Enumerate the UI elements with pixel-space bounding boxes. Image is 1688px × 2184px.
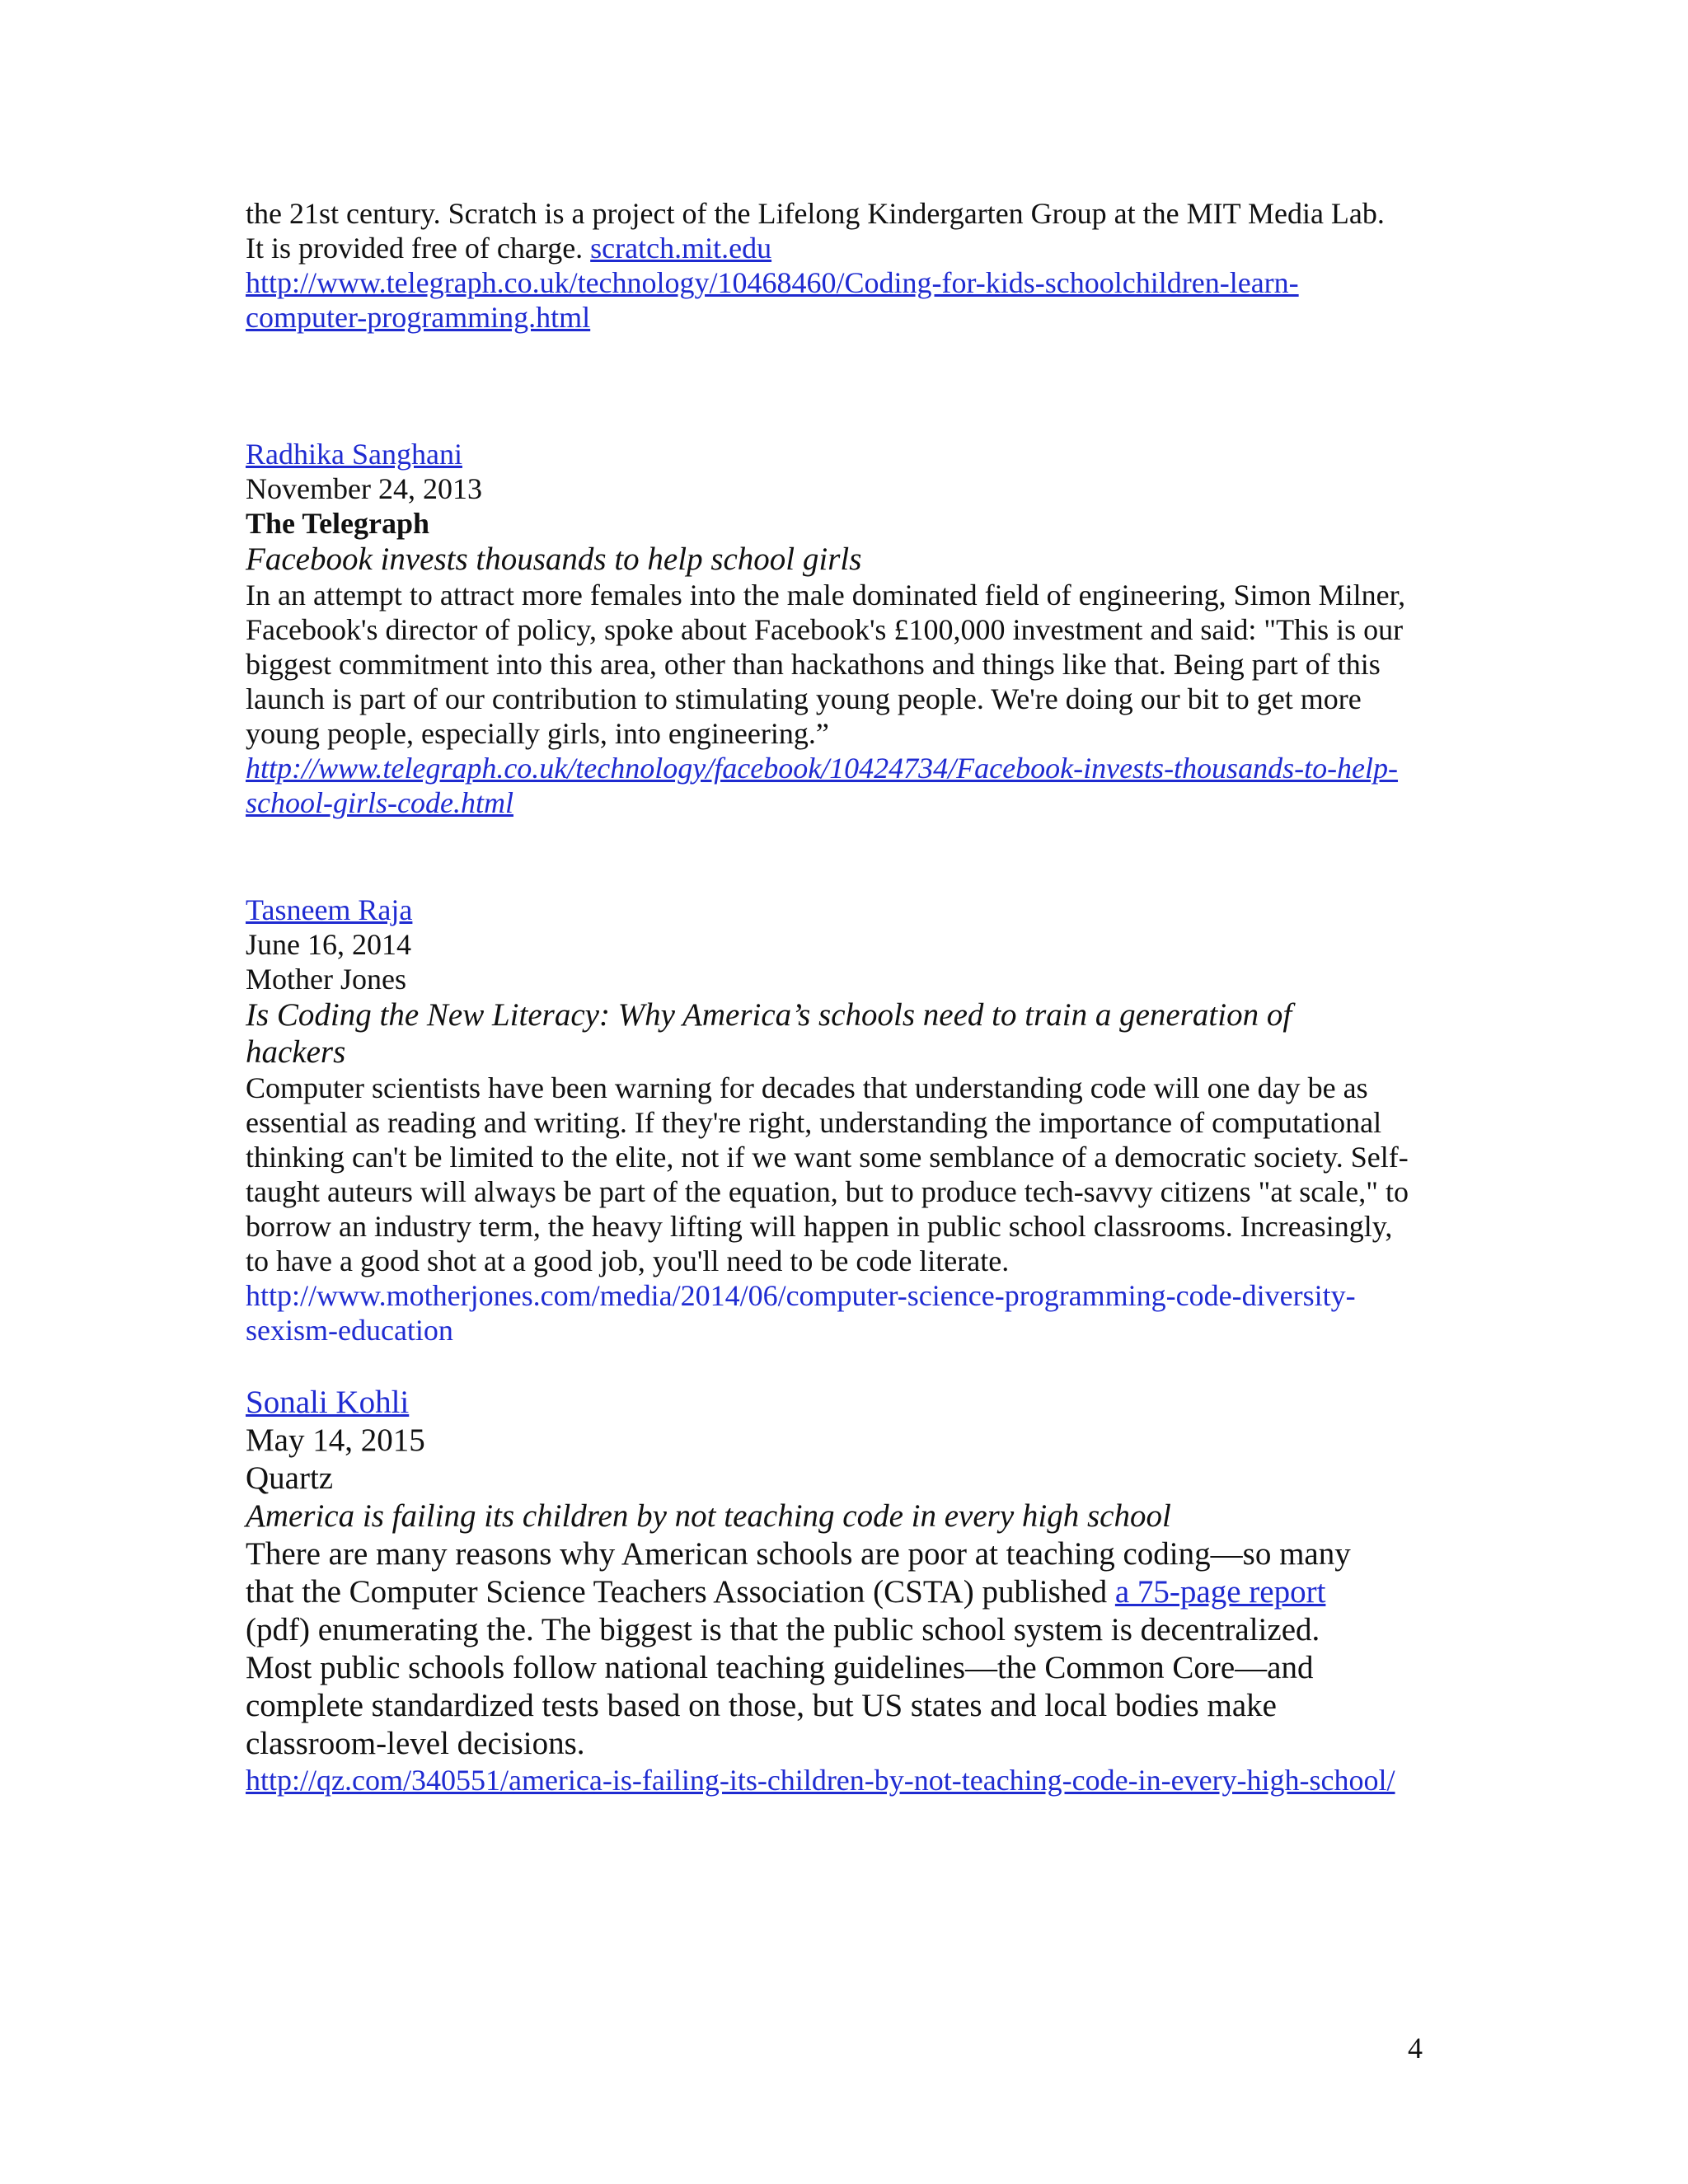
- entry-body-line: to have a good shot at a good job, you'll need to be code literate.: [246, 1244, 1010, 1277]
- entry-body-line: classroom-level decisions.: [246, 1726, 585, 1761]
- entry-source: Mother Jones: [246, 963, 406, 996]
- entry-body-line: essential as reading and writing. If they're right, understanding the importance of computational: [246, 1106, 1382, 1139]
- entry-source: The Telegraph: [246, 507, 430, 540]
- entry-body-line: (pdf) enumerating the. The biggest is that the public school system is decentralized.: [246, 1612, 1320, 1647]
- scratch-link[interactable]: scratch.mit.edu: [590, 232, 772, 265]
- entry-body-line: complete standardized tests based on those, but US states and local bodies make: [246, 1688, 1277, 1723]
- entry-body-line: biggest commitment into this area, other than hackathons and things like that. Being part of this: [246, 648, 1381, 681]
- entry-body-line: borrow an industry term, the heavy lifting will happen in public school classrooms. Increasingly,: [246, 1210, 1393, 1243]
- entry-url-line-1[interactable]: http://www.telegraph.co.uk/technology/facebook/10424734/Facebook-invests-thousands-to-help-: [246, 752, 1399, 785]
- telegraph-coding-url-line-1[interactable]: http://www.telegraph.co.uk/technology/10468460/Coding-for-kids-schoolchildren-learn-: [246, 266, 1299, 299]
- entry-title-line-1: Is Coding the New Literacy: Why America’s schools need to train a generation of: [246, 997, 1292, 1033]
- entry-url-line-1[interactable]: http://www.motherjones.com/media/2014/06/computer-science-programming-code-diversity-: [246, 1279, 1356, 1312]
- entry-body-line: There are many reasons why American schools are poor at teaching coding—so many: [246, 1536, 1351, 1572]
- entry-date: June 16, 2014: [246, 928, 411, 961]
- entry-source: Quartz: [246, 1460, 334, 1496]
- entry-body-line: In an attempt to attract more females into the male dominated field of engineering, Simon Milner,: [246, 579, 1406, 612]
- author-link[interactable]: Radhika Sanghani: [246, 438, 462, 471]
- entry-kohli: [246, 1384, 1449, 1797]
- author-link[interactable]: Sonali Kohli: [246, 1385, 410, 1420]
- page-number: 4: [1408, 2032, 1423, 2064]
- entry-title: America is failing its children by not teaching code in every high school: [246, 1498, 1171, 1534]
- entry-url-line-1[interactable]: http://qz.com/340551/america-is-failing-its-children-by-not-teaching-code-in-every-high-school/: [246, 1764, 1395, 1797]
- entry-body-line: launch is part of our contribution to stimulating young people. We're doing our bit to get more: [246, 682, 1362, 715]
- intro-line-2: [246, 231, 1449, 265]
- entry-title-line-2: hackers: [246, 1034, 346, 1070]
- entry-date: November 24, 2013: [246, 472, 482, 505]
- entry-body-line: taught auteurs will always be part of the equation, but to produce tech-savvy citizens "at scale," to: [246, 1175, 1409, 1208]
- entry-title: Facebook invests thousands to help school girls: [246, 541, 862, 577]
- entry-sanghani: [246, 437, 1449, 820]
- intro-line-2-text: It is provided free of charge.: [246, 232, 591, 265]
- entry-url-line-2[interactable]: sexism-education: [246, 1314, 453, 1347]
- entry-body-line: thinking can't be limited to the elite, not if we want some semblance of a democratic society. Self-: [246, 1141, 1409, 1174]
- entry-url-line-2[interactable]: school-girls-code.html: [246, 786, 513, 819]
- telegraph-coding-url-line-2[interactable]: computer-programming.html: [246, 301, 591, 334]
- intro-section: [246, 196, 1449, 335]
- entry-raja: [246, 893, 1449, 1347]
- entry-body-line: young people, especially girls, into engineering.”: [246, 717, 829, 750]
- entry-body-line: Facebook's director of policy, spoke about Facebook's £100,000 investment and said: "This is our: [246, 613, 1404, 646]
- entry-body-line: Computer scientists have been warning for decades that understanding code will one day be as: [246, 1071, 1368, 1104]
- intro-line-1: the 21st century. Scratch is a project of the Lifelong Kindergarten Group at the MIT Media Lab.: [246, 197, 1385, 230]
- author-link[interactable]: Tasneem Raja: [246, 893, 413, 926]
- csta-report-link[interactable]: a 75-page report: [1114, 1574, 1326, 1610]
- document-page: [246, 196, 1449, 1797]
- entry-body-line: Most public schools follow national teaching guidelines—the Common Core—and: [246, 1650, 1314, 1685]
- entry-body-line-with-link: [246, 1573, 1449, 1611]
- entry-date: May 14, 2015: [246, 1422, 425, 1458]
- entry-body-text: that the Computer Science Teachers Association (CSTA) published: [246, 1574, 1115, 1610]
